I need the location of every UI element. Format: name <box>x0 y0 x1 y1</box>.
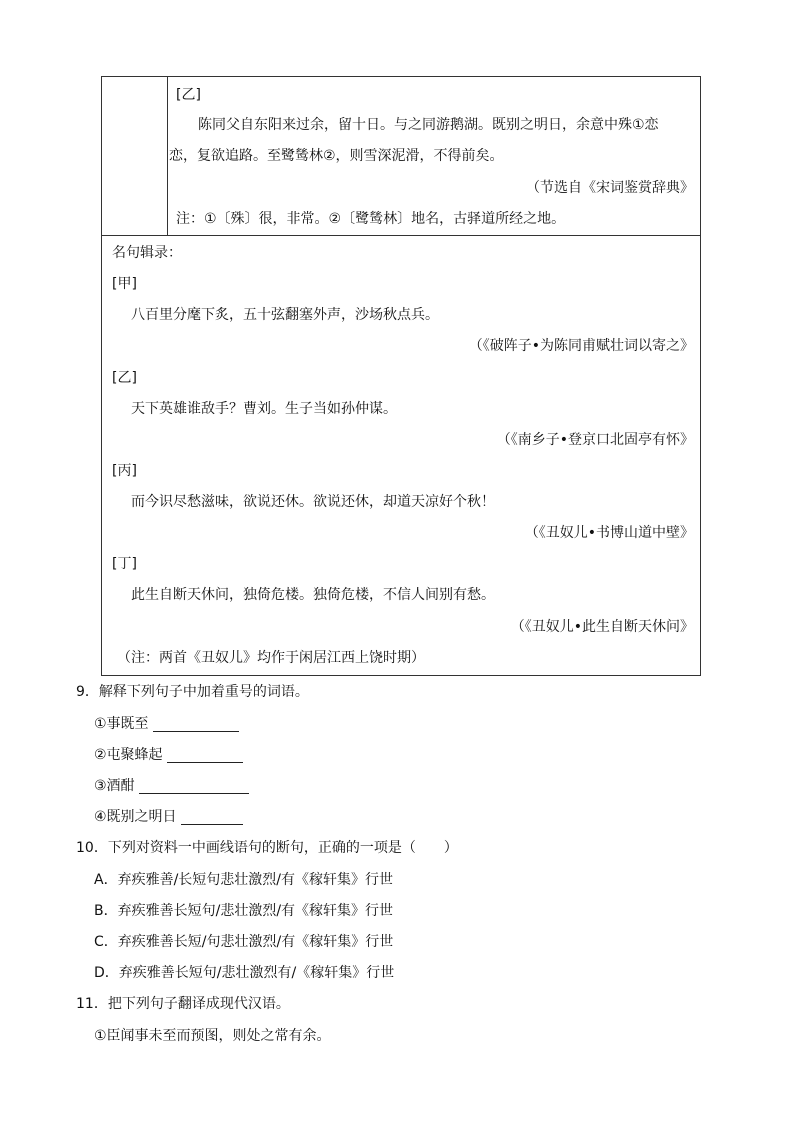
q10-stem: 10．下列对资料一中画线语句的断句，正确的一项是（ ） <box>76 840 458 856</box>
q11-stem: 11．把下列句子翻译成现代汉语。 <box>76 996 290 1012</box>
quotes-note: （注：两首《丑奴儿》均作于闲居江西上饶时期） <box>117 650 425 666</box>
yi-label: [乙] <box>176 87 201 103</box>
quote-text-jia: 八百里分麾下炙，五十弦翻塞外声，沙场秋点兵。 <box>131 307 439 323</box>
quote-text-ding: 此生自断天休问，独倚危楼。独倚危楼，不信人间别有愁。 <box>131 587 495 603</box>
q9-item-2 <box>94 747 243 763</box>
quote-source-ding: （《丑奴儿•此生自断天休问》 <box>510 619 694 635</box>
q9-item-4 <box>94 809 243 825</box>
yi-passage-line-1: 陈同父自东阳来过余，留十日。与之同游鹅湖。既别之明日，余意中殊①恋 <box>198 117 659 133</box>
quote-text-yi: 天下英雄谁敌手？曹刘。生子当如孙仲谋。 <box>131 401 397 417</box>
quote-source-jia: （《破阵子•为陈同甫赋壮词以寄之》 <box>468 338 694 354</box>
q9-stem: 9．解释下列句子中加着重号的词语。 <box>76 684 309 700</box>
quote-label-bing: [丙] <box>112 463 137 479</box>
q9-item-1 <box>94 716 239 732</box>
q9-item-1-text: ①事既至 <box>94 716 149 732</box>
yi-annotation: 注：①〔殊〕很，非常。②〔鹭鸶林〕地名，古驿道所经之地。 <box>176 211 566 227</box>
q9-answer-blank-4[interactable] <box>181 809 243 825</box>
quote-source-yi: （《南乡子•登京口北固亭有怀》 <box>496 432 694 448</box>
quote-label-ding: [丁] <box>112 556 137 572</box>
quote-source-bing: （《丑奴儿•书博山道中壁》 <box>524 525 694 541</box>
quote-label-jia: [甲] <box>112 276 137 292</box>
table-border-left <box>101 76 102 676</box>
q9-item-3-text: ③酒酣 <box>94 778 135 794</box>
q10-option-a[interactable]: A．弃疾雅善/长短句悲壮激烈/有《稼轩集》行世 <box>94 872 394 888</box>
q9-answer-blank-3[interactable] <box>139 778 249 794</box>
table-border-top <box>101 76 701 77</box>
yi-source: （节选自《宋词鉴赏辞典》 <box>526 180 694 196</box>
quote-label-yi: [乙] <box>112 370 137 386</box>
q9-item-3 <box>94 778 249 794</box>
q9-item-4-text: ④既别之明日 <box>94 809 177 825</box>
q10-option-d[interactable]: D．弃疾雅善长短句/悲壮激烈有/《稼轩集》行世 <box>94 965 395 981</box>
q10-option-b[interactable]: B．弃疾雅善长短句/悲壮激烈/有《稼轩集》行世 <box>94 903 394 919</box>
table-row-divider <box>101 235 701 236</box>
q9-answer-blank-1[interactable] <box>153 716 239 732</box>
quotes-title: 名句辑录： <box>112 245 182 261</box>
quote-text-bing: 而今识尽愁滋味，欲说还休。欲说还休，却道天凉好个秋！ <box>131 494 495 510</box>
q11-item-1: ①臣闻事未至而预图，则处之常有余。 <box>94 1028 331 1044</box>
q10-option-c[interactable]: C．弃疾雅善长短/句悲壮激烈/有《稼轩集》行世 <box>94 934 394 950</box>
yi-passage-line-2: 恋，复欲追路。至鹭鸶林②，则雪深泥滑，不得前矣。 <box>169 148 504 164</box>
table-inner-divider <box>167 76 168 236</box>
table-border-bottom <box>101 675 701 676</box>
table-border-right <box>700 76 701 676</box>
q9-item-2-text: ②屯聚蜂起 <box>94 747 163 763</box>
q9-answer-blank-2[interactable] <box>167 747 243 763</box>
